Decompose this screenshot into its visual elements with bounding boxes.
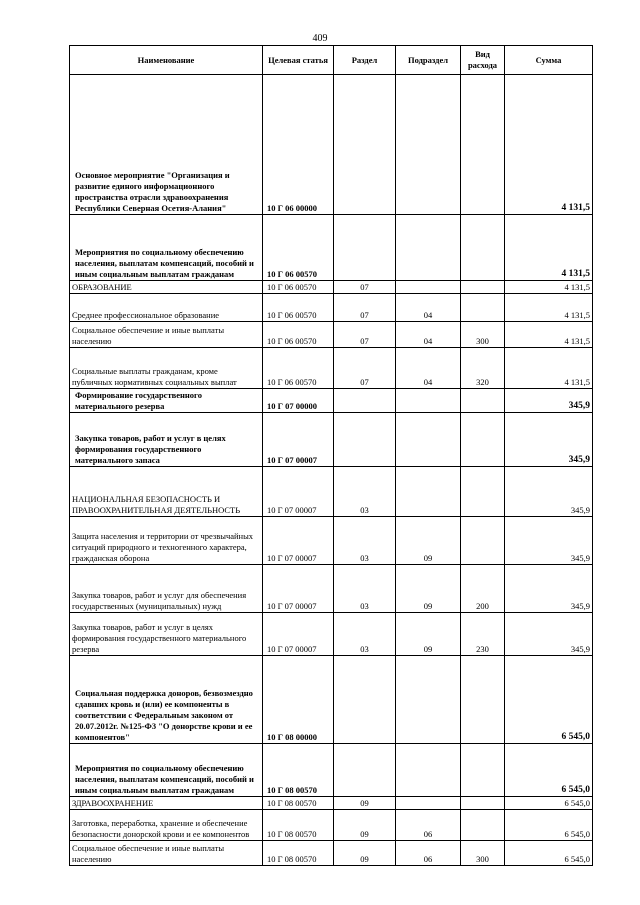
row-amount: 6 545,0 bbox=[505, 656, 593, 744]
row-section: 07 bbox=[334, 294, 396, 322]
row-amount: 345,9 bbox=[505, 467, 593, 517]
row-section: 07 bbox=[334, 322, 396, 348]
table-row bbox=[70, 797, 593, 810]
row-subsection: 04 bbox=[396, 294, 461, 322]
row-target-code: 10 Г 08 00000 bbox=[263, 656, 334, 744]
row-name: ОБРАЗОВАНИЕ bbox=[70, 281, 263, 294]
table-row bbox=[70, 215, 593, 281]
table-row bbox=[70, 294, 593, 322]
row-subsection: 09 bbox=[396, 517, 461, 565]
row-target-code: 10 Г 07 00007 bbox=[263, 565, 334, 613]
row-section bbox=[334, 215, 396, 281]
row-amount: 4 131,5 bbox=[505, 215, 593, 281]
row-section: 07 bbox=[334, 281, 396, 294]
row-subsection: 06 bbox=[396, 841, 461, 866]
row-amount: 345,9 bbox=[505, 389, 593, 413]
table-row bbox=[70, 656, 593, 744]
row-subsection bbox=[396, 75, 461, 215]
row-name: Закупка товаров, работ и услуг для обеспечения государственных (муниципальных) нужд bbox=[70, 565, 263, 613]
row-expense-type: 300 bbox=[461, 322, 505, 348]
row-section: 09 bbox=[334, 810, 396, 841]
row-section bbox=[334, 656, 396, 744]
row-target-code: 10 Г 06 00570 bbox=[263, 348, 334, 389]
row-target-code: 10 Г 06 00570 bbox=[263, 281, 334, 294]
row-expense-type: 200 bbox=[461, 565, 505, 613]
row-name: Мероприятия по социальному обеспечению населения, выплатам компенсаций, пособий и иным социальным выплатам гражданам bbox=[70, 744, 263, 797]
row-amount: 4 131,5 bbox=[505, 75, 593, 215]
row-subsection: 09 bbox=[396, 613, 461, 656]
row-name: Закупка товаров, работ и услуг в целях формирования государственного материального резерва bbox=[70, 613, 263, 656]
row-expense-type bbox=[461, 467, 505, 517]
header-name: Наименование bbox=[70, 46, 263, 75]
table-row bbox=[70, 413, 593, 467]
row-expense-type: 230 bbox=[461, 613, 505, 656]
row-expense-type bbox=[461, 294, 505, 322]
row-target-code: 10 Г 07 00007 bbox=[263, 413, 334, 467]
header-amount: Сумма bbox=[505, 46, 593, 75]
table-row bbox=[70, 322, 593, 348]
row-subsection: 04 bbox=[396, 348, 461, 389]
header-target: Целевая статья bbox=[263, 46, 334, 75]
table-row bbox=[70, 389, 593, 413]
row-name: Закупка товаров, работ и услуг в целях формирования государственного материального запаса bbox=[70, 413, 263, 467]
row-target-code: 10 Г 08 00570 bbox=[263, 744, 334, 797]
row-subsection bbox=[396, 656, 461, 744]
row-section: 03 bbox=[334, 613, 396, 656]
table-row bbox=[70, 348, 593, 389]
row-name: Основное мероприятие "Организация и развитие единого информационного пространства отрасли здравоохранения Республики Северная Осетия-Алания" bbox=[70, 75, 263, 215]
row-expense-type bbox=[461, 215, 505, 281]
row-name: Мероприятия по социальному обеспечению населения, выплатам компенсаций, пособий и иным социальным выплатам гражданам bbox=[70, 215, 263, 281]
budget-table bbox=[69, 45, 593, 866]
row-expense-type bbox=[461, 810, 505, 841]
row-subsection bbox=[396, 281, 461, 294]
row-subsection bbox=[396, 744, 461, 797]
table-row bbox=[70, 517, 593, 565]
row-amount: 6 545,0 bbox=[505, 841, 593, 866]
row-section bbox=[334, 413, 396, 467]
table-row bbox=[70, 841, 593, 866]
row-amount: 4 131,5 bbox=[505, 322, 593, 348]
row-section: 07 bbox=[334, 348, 396, 389]
row-subsection: 09 bbox=[396, 565, 461, 613]
row-section: 03 bbox=[334, 467, 396, 517]
page-number: 409 bbox=[312, 33, 328, 44]
row-section bbox=[334, 75, 396, 215]
row-name: Среднее профессиональное образование bbox=[70, 294, 263, 322]
row-name: Заготовка, переработка, хранение и обеспечение безопасности донорской крови и ее компонентов bbox=[70, 810, 263, 841]
row-amount: 345,9 bbox=[505, 517, 593, 565]
row-target-code: 10 Г 06 00570 bbox=[263, 322, 334, 348]
row-amount: 345,9 bbox=[505, 413, 593, 467]
row-subsection: 04 bbox=[396, 322, 461, 348]
row-section bbox=[334, 744, 396, 797]
row-expense-type: 320 bbox=[461, 348, 505, 389]
row-subsection: 06 bbox=[396, 810, 461, 841]
row-target-code: 10 Г 07 00007 bbox=[263, 467, 334, 517]
row-expense-type: 300 bbox=[461, 841, 505, 866]
row-amount: 6 545,0 bbox=[505, 810, 593, 841]
row-subsection bbox=[396, 389, 461, 413]
row-name: Социальные выплаты гражданам, кроме публичных нормативных социальных выплат bbox=[70, 348, 263, 389]
row-expense-type bbox=[461, 413, 505, 467]
header-type: Вид расхода bbox=[461, 46, 505, 75]
row-section: 09 bbox=[334, 841, 396, 866]
row-expense-type bbox=[461, 797, 505, 810]
row-target-code: 10 Г 06 00570 bbox=[263, 215, 334, 281]
row-name: Социальное обеспечение и иные выплаты населению bbox=[70, 841, 263, 866]
row-name: Формирование государственного материального резерва bbox=[70, 389, 263, 413]
table-row bbox=[70, 810, 593, 841]
row-target-code: 10 Г 08 00570 bbox=[263, 810, 334, 841]
row-target-code: 10 Г 06 00000 bbox=[263, 75, 334, 215]
row-subsection bbox=[396, 413, 461, 467]
table-row bbox=[70, 75, 593, 215]
header-subsection: Подраздел bbox=[396, 46, 461, 75]
row-section: 03 bbox=[334, 565, 396, 613]
row-name: НАЦИОНАЛЬНАЯ БЕЗОПАСНОСТЬ И ПРАВООХРАНИТЕЛЬНАЯ ДЕЯТЕЛЬНОСТЬ bbox=[70, 467, 263, 517]
table-row bbox=[70, 467, 593, 517]
row-section: 09 bbox=[334, 797, 396, 810]
row-amount: 6 545,0 bbox=[505, 797, 593, 810]
row-expense-type bbox=[461, 75, 505, 215]
row-amount: 345,9 bbox=[505, 565, 593, 613]
row-target-code: 10 Г 06 00570 bbox=[263, 294, 334, 322]
row-expense-type bbox=[461, 744, 505, 797]
row-name: Социальное обеспечение и иные выплаты населению bbox=[70, 322, 263, 348]
row-expense-type bbox=[461, 517, 505, 565]
row-expense-type bbox=[461, 389, 505, 413]
row-target-code: 10 Г 07 00000 bbox=[263, 389, 334, 413]
row-amount: 4 131,5 bbox=[505, 294, 593, 322]
row-target-code: 10 Г 08 00570 bbox=[263, 797, 334, 810]
header-section: Раздел bbox=[334, 46, 396, 75]
row-target-code: 10 Г 08 00570 bbox=[263, 841, 334, 866]
row-amount: 4 131,5 bbox=[505, 348, 593, 389]
row-amount: 4 131,5 bbox=[505, 281, 593, 294]
header-row bbox=[70, 46, 593, 75]
table-row bbox=[70, 281, 593, 294]
table-row bbox=[70, 613, 593, 656]
table-row bbox=[70, 744, 593, 797]
row-target-code: 10 Г 07 00007 bbox=[263, 517, 334, 565]
row-section: 03 bbox=[334, 517, 396, 565]
row-subsection bbox=[396, 797, 461, 810]
row-section bbox=[334, 389, 396, 413]
row-amount: 345,9 bbox=[505, 613, 593, 656]
row-subsection bbox=[396, 467, 461, 517]
row-name: Социальная поддержка доноров, безвозмездно сдавших кровь и (или) ее компоненты в соответствии с Федеральным законом от 20.07.2012г. №125-Ф3 "О донорстве крови и ее компонентов" bbox=[70, 656, 263, 744]
row-subsection bbox=[396, 215, 461, 281]
row-name: ЗДРАВООХРАНЕНИЕ bbox=[70, 797, 263, 810]
table-row bbox=[70, 565, 593, 613]
row-expense-type bbox=[461, 656, 505, 744]
row-name: Защита населения и территории от чрезвычайных ситуаций природного и техногенного характера, гражданская оборона bbox=[70, 517, 263, 565]
row-amount: 6 545,0 bbox=[505, 744, 593, 797]
row-expense-type bbox=[461, 281, 505, 294]
row-target-code: 10 Г 07 00007 bbox=[263, 613, 334, 656]
